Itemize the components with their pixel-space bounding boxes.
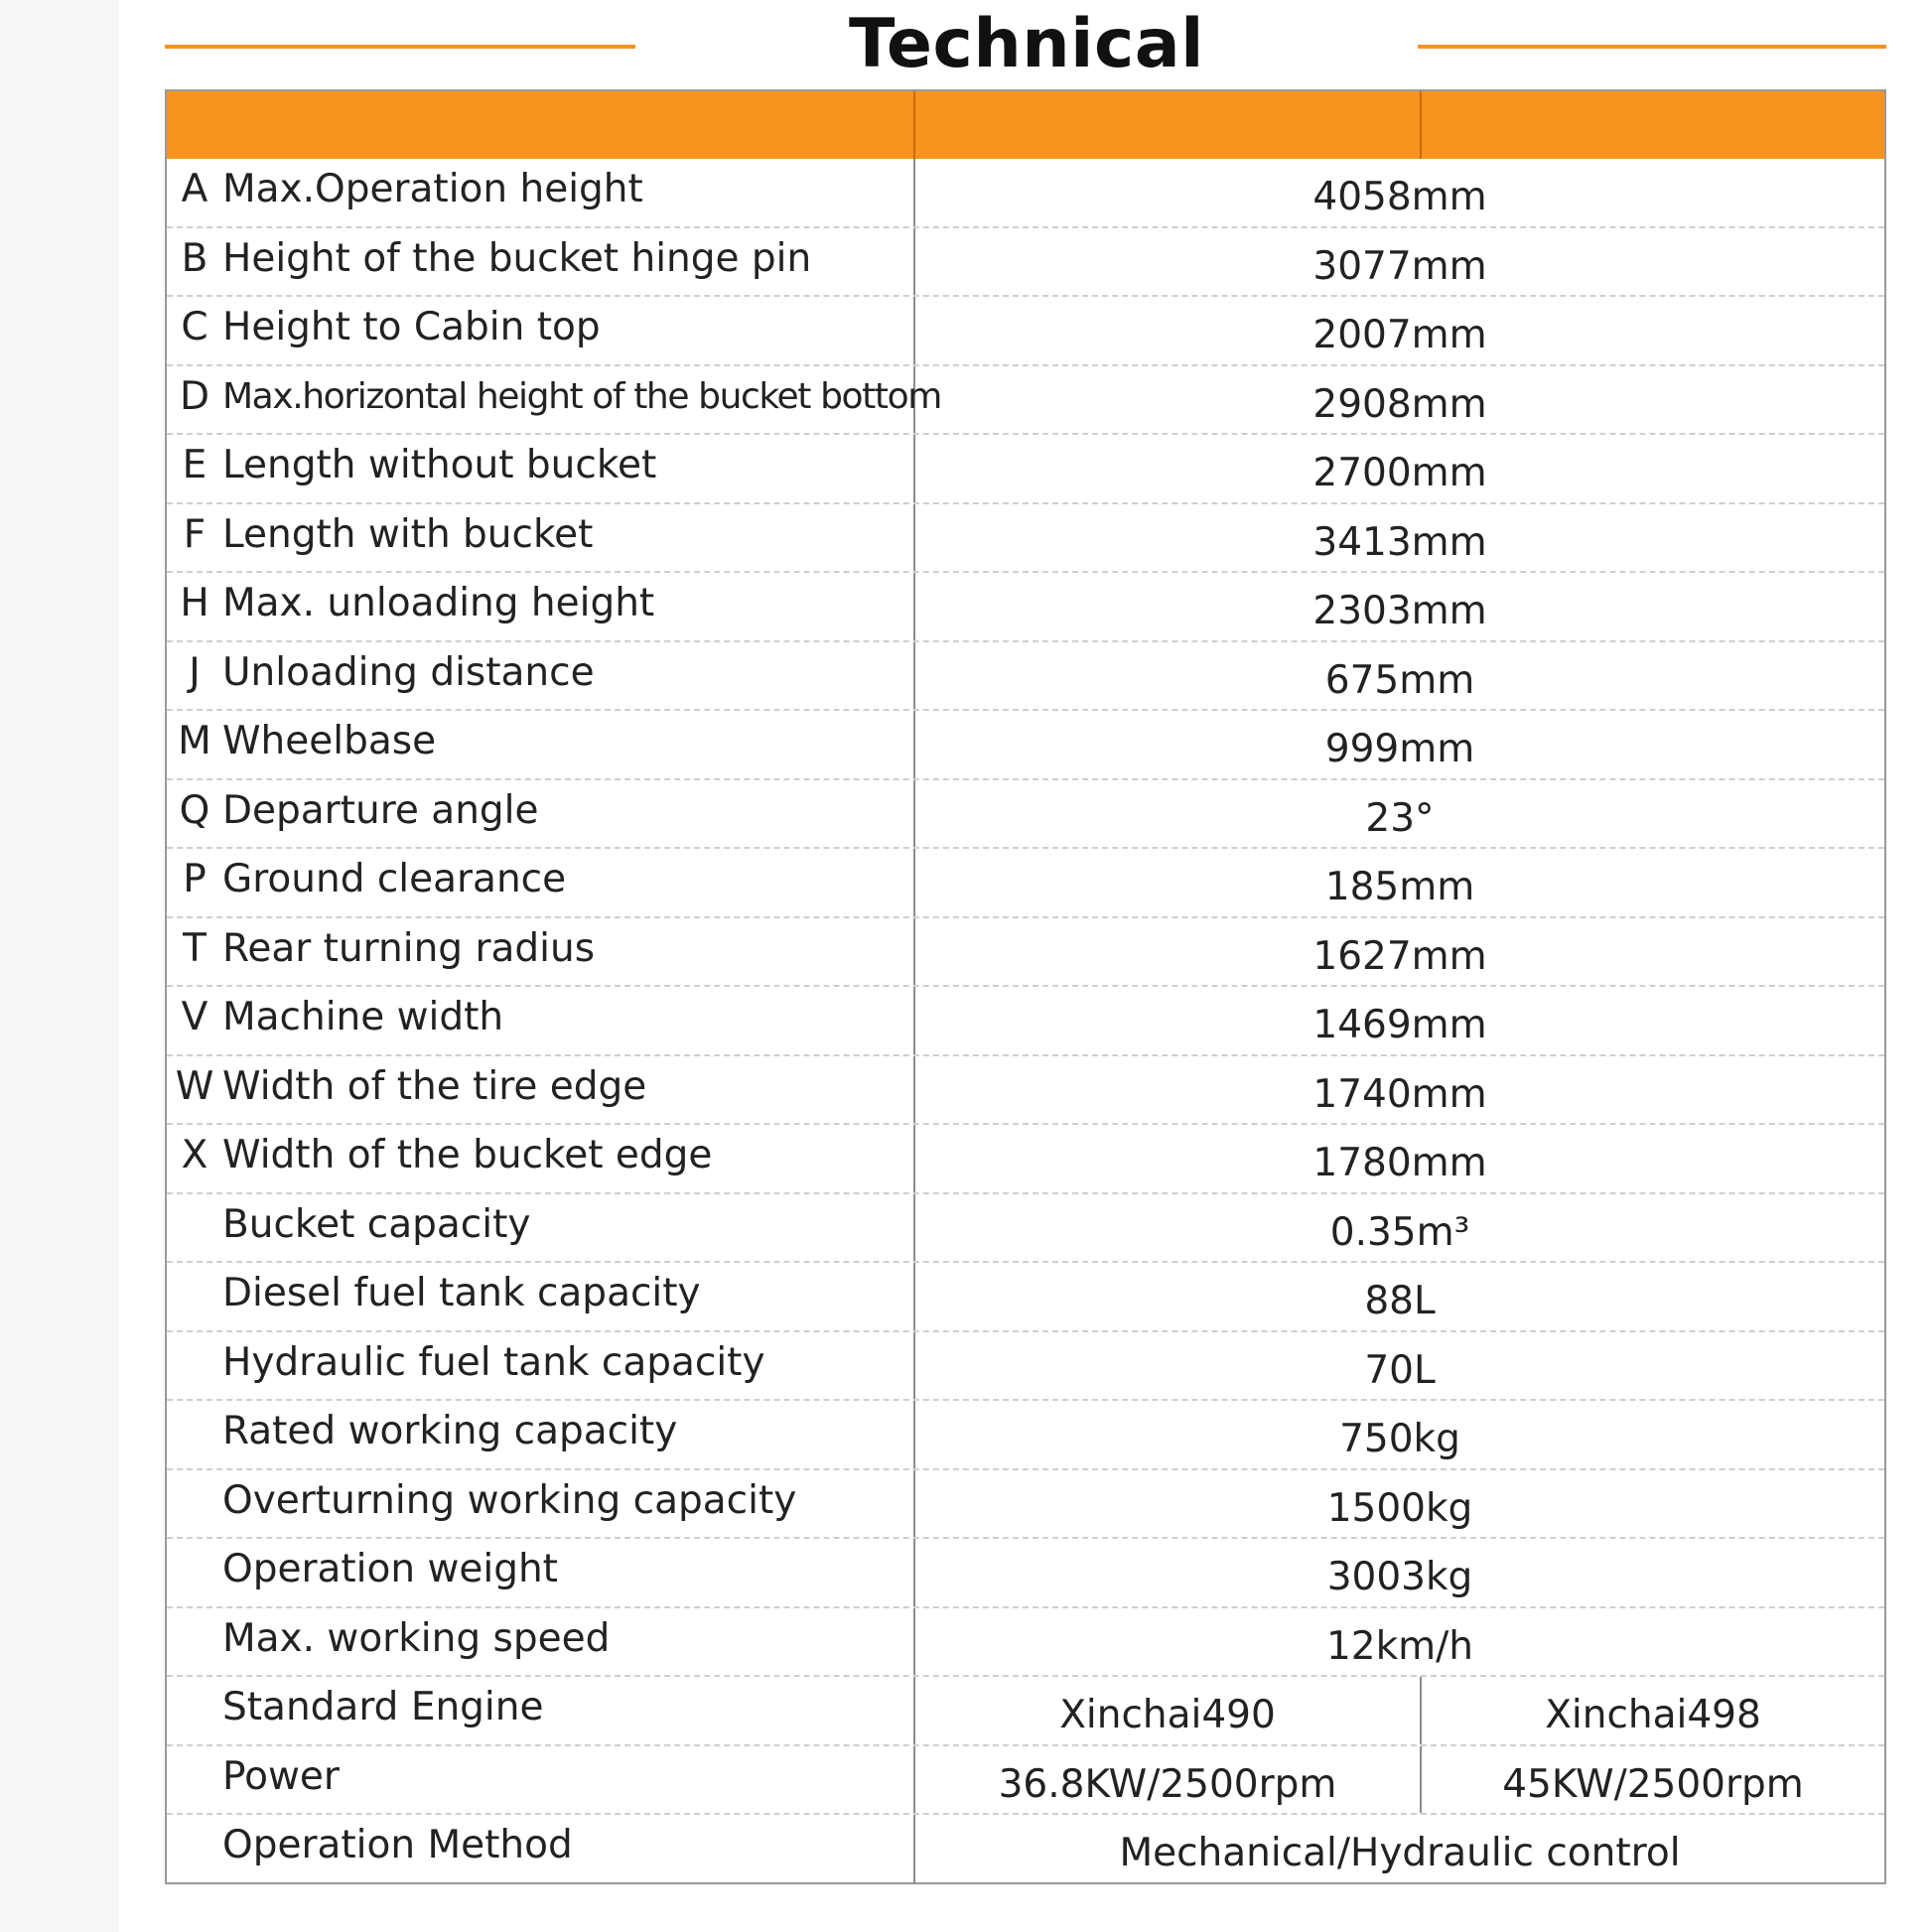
row-letter: F xyxy=(183,511,207,557)
table-row xyxy=(167,1125,1884,1194)
row-label: Rear turning radius xyxy=(222,925,596,971)
table-row xyxy=(167,711,1884,780)
row-label: Length with bucket xyxy=(222,511,594,557)
row-label: Standard Engine xyxy=(222,1685,544,1729)
row-value: 2303mm xyxy=(1312,589,1487,633)
row-letter: D xyxy=(179,373,210,419)
row-value-option-1: Xinchai490 xyxy=(1059,1693,1276,1737)
row-letter: T xyxy=(183,925,207,971)
row-value: 1500kg xyxy=(1326,1485,1473,1531)
row-value: 2700mm xyxy=(1312,451,1487,495)
row-label: Power xyxy=(222,1753,340,1799)
table-row xyxy=(167,366,1884,436)
table-row xyxy=(167,1746,1884,1816)
row-letter: Q xyxy=(179,787,210,833)
row-value: 3077mm xyxy=(1312,243,1487,289)
table-row xyxy=(167,1677,1884,1746)
row-label: Ground clearance xyxy=(222,857,567,901)
row-value-option-2: Xinchai498 xyxy=(1545,1693,1761,1737)
row-value: 999mm xyxy=(1324,727,1475,771)
row-letter: B xyxy=(181,235,208,281)
table-row xyxy=(167,573,1884,642)
table-row xyxy=(167,159,1884,228)
title-rule-right xyxy=(1418,45,1886,49)
row-label: Length without bucket xyxy=(222,443,657,487)
table-row xyxy=(167,1815,1884,1884)
row-value: 70L xyxy=(1364,1347,1436,1393)
table-row xyxy=(167,849,1884,918)
table-row xyxy=(167,1194,1884,1264)
row-label: Overturning working capacity xyxy=(222,1477,797,1523)
row-label: Departure angle xyxy=(222,787,539,833)
table-row xyxy=(167,1332,1884,1402)
row-label: Max. working speed xyxy=(222,1615,611,1661)
row-value: Mechanical/Hydraulic control xyxy=(1119,1831,1681,1875)
row-value: 0.35m³ xyxy=(1329,1209,1470,1255)
table-header-band xyxy=(167,91,1884,159)
row-value: 4058mm xyxy=(1312,175,1487,219)
row-letter: E xyxy=(182,443,207,487)
row-letter: X xyxy=(181,1133,208,1177)
left-margin-strip xyxy=(0,0,119,1932)
row-value: 1469mm xyxy=(1312,1003,1487,1047)
row-value: 1740mm xyxy=(1312,1071,1487,1117)
row-label: Operation weight xyxy=(222,1547,558,1591)
table-row xyxy=(167,1539,1884,1608)
page-title: Technical xyxy=(849,5,1204,83)
table-row xyxy=(167,642,1884,712)
row-value: 1780mm xyxy=(1312,1141,1487,1185)
table-row xyxy=(167,1401,1884,1470)
table-row xyxy=(167,435,1884,504)
table-row xyxy=(167,228,1884,298)
row-value: 2908mm xyxy=(1312,381,1487,427)
row-label: Wheelbase xyxy=(222,719,437,763)
table-row xyxy=(167,780,1884,850)
row-letter: C xyxy=(181,305,208,349)
row-letter: A xyxy=(181,167,208,211)
row-value: 23° xyxy=(1365,795,1435,841)
row-label: Rated working capacity xyxy=(222,1409,678,1453)
row-value: 88L xyxy=(1364,1279,1436,1323)
table-row xyxy=(167,1470,1884,1540)
title-bar xyxy=(165,0,1886,89)
row-value: 1627mm xyxy=(1312,933,1487,979)
row-label: Max. unloading height xyxy=(222,581,655,625)
row-label: Unloading distance xyxy=(222,649,595,695)
title-rule-left xyxy=(165,45,635,49)
row-letter: M xyxy=(178,719,211,763)
row-label: Width of the bucket edge xyxy=(222,1133,713,1177)
row-label: Max.Operation height xyxy=(222,167,643,211)
row-value: 750kg xyxy=(1339,1417,1460,1461)
table-row xyxy=(167,1608,1884,1678)
row-label: Height to Cabin top xyxy=(222,305,601,349)
row-label: Diesel fuel tank capacity xyxy=(222,1271,701,1315)
row-letter: V xyxy=(181,995,208,1039)
row-label: Operation Method xyxy=(222,1823,573,1867)
row-value: 3003kg xyxy=(1326,1555,1473,1599)
header-divider-1 xyxy=(913,91,915,159)
row-label: Machine width xyxy=(222,995,504,1039)
row-value: 3413mm xyxy=(1312,519,1487,565)
table-row xyxy=(167,1056,1884,1126)
table-row xyxy=(167,918,1884,988)
header-divider-2 xyxy=(1420,91,1422,159)
row-letter: P xyxy=(183,857,207,901)
table-row xyxy=(167,504,1884,574)
row-value: 675mm xyxy=(1324,657,1475,703)
row-value: 185mm xyxy=(1324,865,1475,909)
row-letter: J xyxy=(189,649,201,695)
row-value-option-1: 36.8KW/2500rpm xyxy=(998,1761,1337,1807)
table-row xyxy=(167,987,1884,1056)
row-value: 2007mm xyxy=(1312,313,1487,357)
row-label: Max.horizontal height of the bucket bottom xyxy=(222,375,941,417)
table-row xyxy=(167,297,1884,366)
row-letter: H xyxy=(180,581,209,625)
row-label: Hydraulic fuel tank capacity xyxy=(222,1339,765,1385)
row-label: Height of the bucket hinge pin xyxy=(222,235,812,281)
row-value-option-2: 45KW/2500rpm xyxy=(1502,1761,1804,1807)
row-value: 12km/h xyxy=(1325,1623,1474,1669)
table-row xyxy=(167,1263,1884,1332)
parameters-table xyxy=(165,89,1886,1884)
row-letter: W xyxy=(175,1063,214,1109)
row-label: Width of the tire edge xyxy=(222,1063,647,1109)
row-label: Bucket capacity xyxy=(222,1201,531,1247)
